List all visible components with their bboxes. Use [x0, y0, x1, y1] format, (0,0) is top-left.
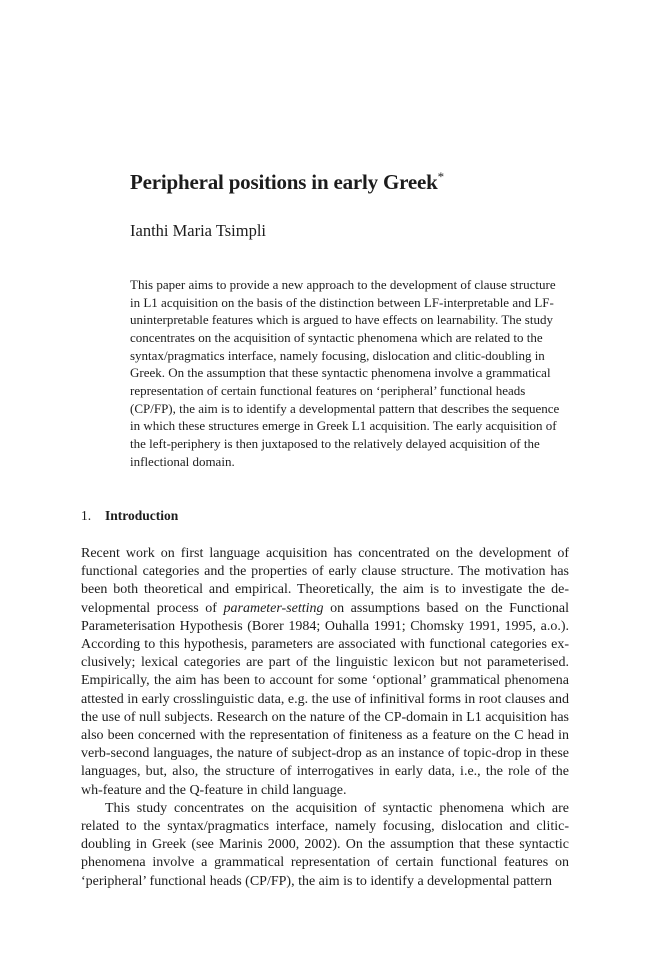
author-name: Ianthi Maria Tsimpli [130, 221, 267, 240]
title-footnote-mark: * [437, 169, 444, 185]
paragraph-1-italic-term: parameter-setting [223, 600, 324, 616]
section-heading [81, 507, 571, 525]
paper-title [130, 168, 570, 196]
section-title: Introduction [105, 508, 179, 523]
section-number: 1. [81, 508, 92, 523]
body-text [81, 545, 569, 891]
paragraph-2: This study concentrates on the acquisition of syntactic phenomena which are related to the syntax/pragmatics interface, namely focusing, dislocation and clitic-doubling in Greek (see Marinis 2000, 2002). On the assumption that these syntactic phenomena involve a grammatical representation of certain functional features on ‘peripheral’ functional heads (CP/FP), the aim is to identify a developmental pattern [81, 800, 569, 889]
paragraph-1 [81, 545, 569, 800]
paragraph-1-part-2: on assumptions based on the Functional Parameterisation Hypothesis (Borer 1984; Ouhalla 1991; Chomsky 1991, 1995, a.o.). According to this hypothesis, parameters are associated with functional categories exclusively; lexical categories are part of the linguistic lexicon but not parameterised. Empirically, the aim has been to account for some ‘optional’ grammatical phenomena attested in early crosslinguistic data, e.g. the use of infinitival forms in root clauses and the use of null subjects. Research on the nature of the CP-domain in L1 acquisition has also been concerned with the representation of finiteness as a feature on the C head in verb-second languages, the nature of subject-drop as an instance of topic-drop in these languages, but, also, the structure of interrogatives in early data, i.e., the role of the wh-feature and the Q-feature in child language. [81, 600, 569, 798]
abstract: This paper aims to provide a new approach to the development of clause structure in L1 acquisition on the basis of the distinction between LF-interpretable and LF-uninterpretable features which is argued to have effects on learnability. The study concentrates on the acquisition of syntactic phenomena which are related to the syntax/pragmatics interface, namely focusing, dislocation and clitic-doubling in Greek. On the assumption that these syntactic phenomena involve a grammatical representation of certain functional features on ‘peripheral’ functional heads (CP/FP), the aim is to identify a developmental pattern that describes the sequence in which these structures emerge in Greek L1 acquisition. The early acquisition of the left-periphery is then juxtaposed to the relatively delayed acquisition of the inflectional domain. [130, 277, 560, 469]
paragraph-1-part-1: Recent work on first language acquisition has concentrated on the development of functional categories and the properties of early clause structure. The motivation has been both theoretical and empirical. Theoretically, the aim is to investigate the developmental process of [81, 546, 569, 616]
title-text: Peripheral positions in early Greek [130, 170, 438, 195]
